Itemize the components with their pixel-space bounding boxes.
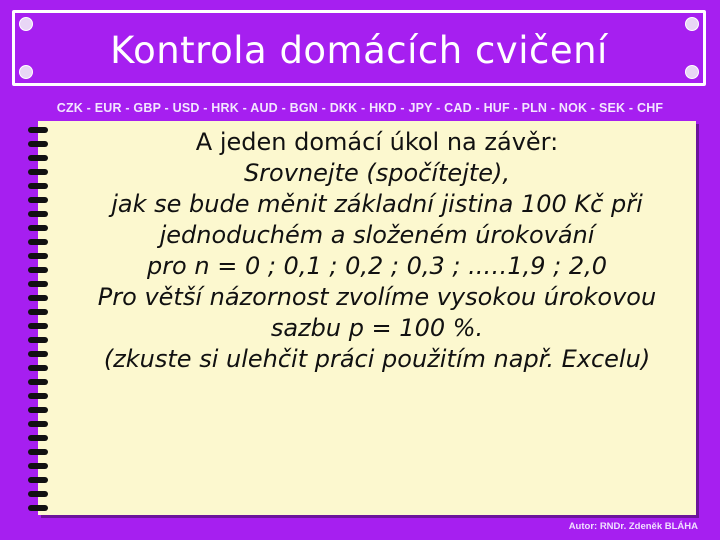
binding-ring-icon <box>28 505 48 511</box>
binding-ring-icon <box>28 463 48 469</box>
binding-ring-icon <box>28 239 48 245</box>
binding-ring-icon <box>28 365 48 371</box>
binding-ring-icon <box>28 197 48 203</box>
title-frame <box>12 10 706 86</box>
binding-ring-icon <box>28 309 48 315</box>
body-line: sazbu p = 100 %. <box>270 314 484 342</box>
binding-ring-icon <box>28 267 48 273</box>
binding-ring-icon <box>28 435 48 441</box>
author-credit: Autor: RNDr. Zdeněk BLÁHA <box>568 521 698 532</box>
binding-ring-icon <box>28 183 48 189</box>
binding-ring-icon <box>28 449 48 455</box>
binding-ring-icon <box>28 281 48 287</box>
binding-ring-icon <box>28 407 48 413</box>
binding-ring-icon <box>28 253 48 259</box>
binding-ring-icon <box>28 477 48 483</box>
binding-ring-icon <box>28 225 48 231</box>
binding-ring-icon <box>28 421 48 427</box>
binding-ring-icon <box>28 141 48 147</box>
binding-ring-icon <box>28 155 48 161</box>
binding-ring-icon <box>28 211 48 217</box>
body-line: jak se bude měnit základní jistina 100 Kč při <box>111 190 643 218</box>
body-line: (zkuste si ulehčit práci použitím např. Excelu) <box>103 345 651 373</box>
body-heading: A jeden domácí úkol na závěr: <box>195 128 559 156</box>
binding-ring-icon <box>28 295 48 301</box>
binding-ring-icon <box>28 323 48 329</box>
body-line: Srovnejte (spočítejte), <box>243 159 511 187</box>
notebook-binding <box>28 127 50 512</box>
slide-title: Kontrola domácích cvičení <box>110 29 608 72</box>
binding-ring-icon <box>28 127 48 133</box>
binding-ring-icon <box>28 169 48 175</box>
currency-strip: CZK - EUR - GBP - USD - HRK - AUD - BGN - DKK - HKD - JPY - CAD - HUF - PLN - NOK - SEK - CHF <box>56 101 664 115</box>
slide-body <box>48 127 706 375</box>
body-line: pro n = 0 ; 0,1 ; 0,2 ; 0,3 ; ..…1,9 ; 2,0 <box>146 252 608 280</box>
body-line: Pro větší názornost zvolíme vysokou úrokovou <box>97 283 657 311</box>
binding-ring-icon <box>28 351 48 357</box>
binding-ring-icon <box>28 393 48 399</box>
binding-ring-icon <box>28 379 48 385</box>
binding-ring-icon <box>28 491 48 497</box>
binding-ring-icon <box>28 337 48 343</box>
body-line: jednoduchém a složeném úrokování <box>159 221 595 249</box>
